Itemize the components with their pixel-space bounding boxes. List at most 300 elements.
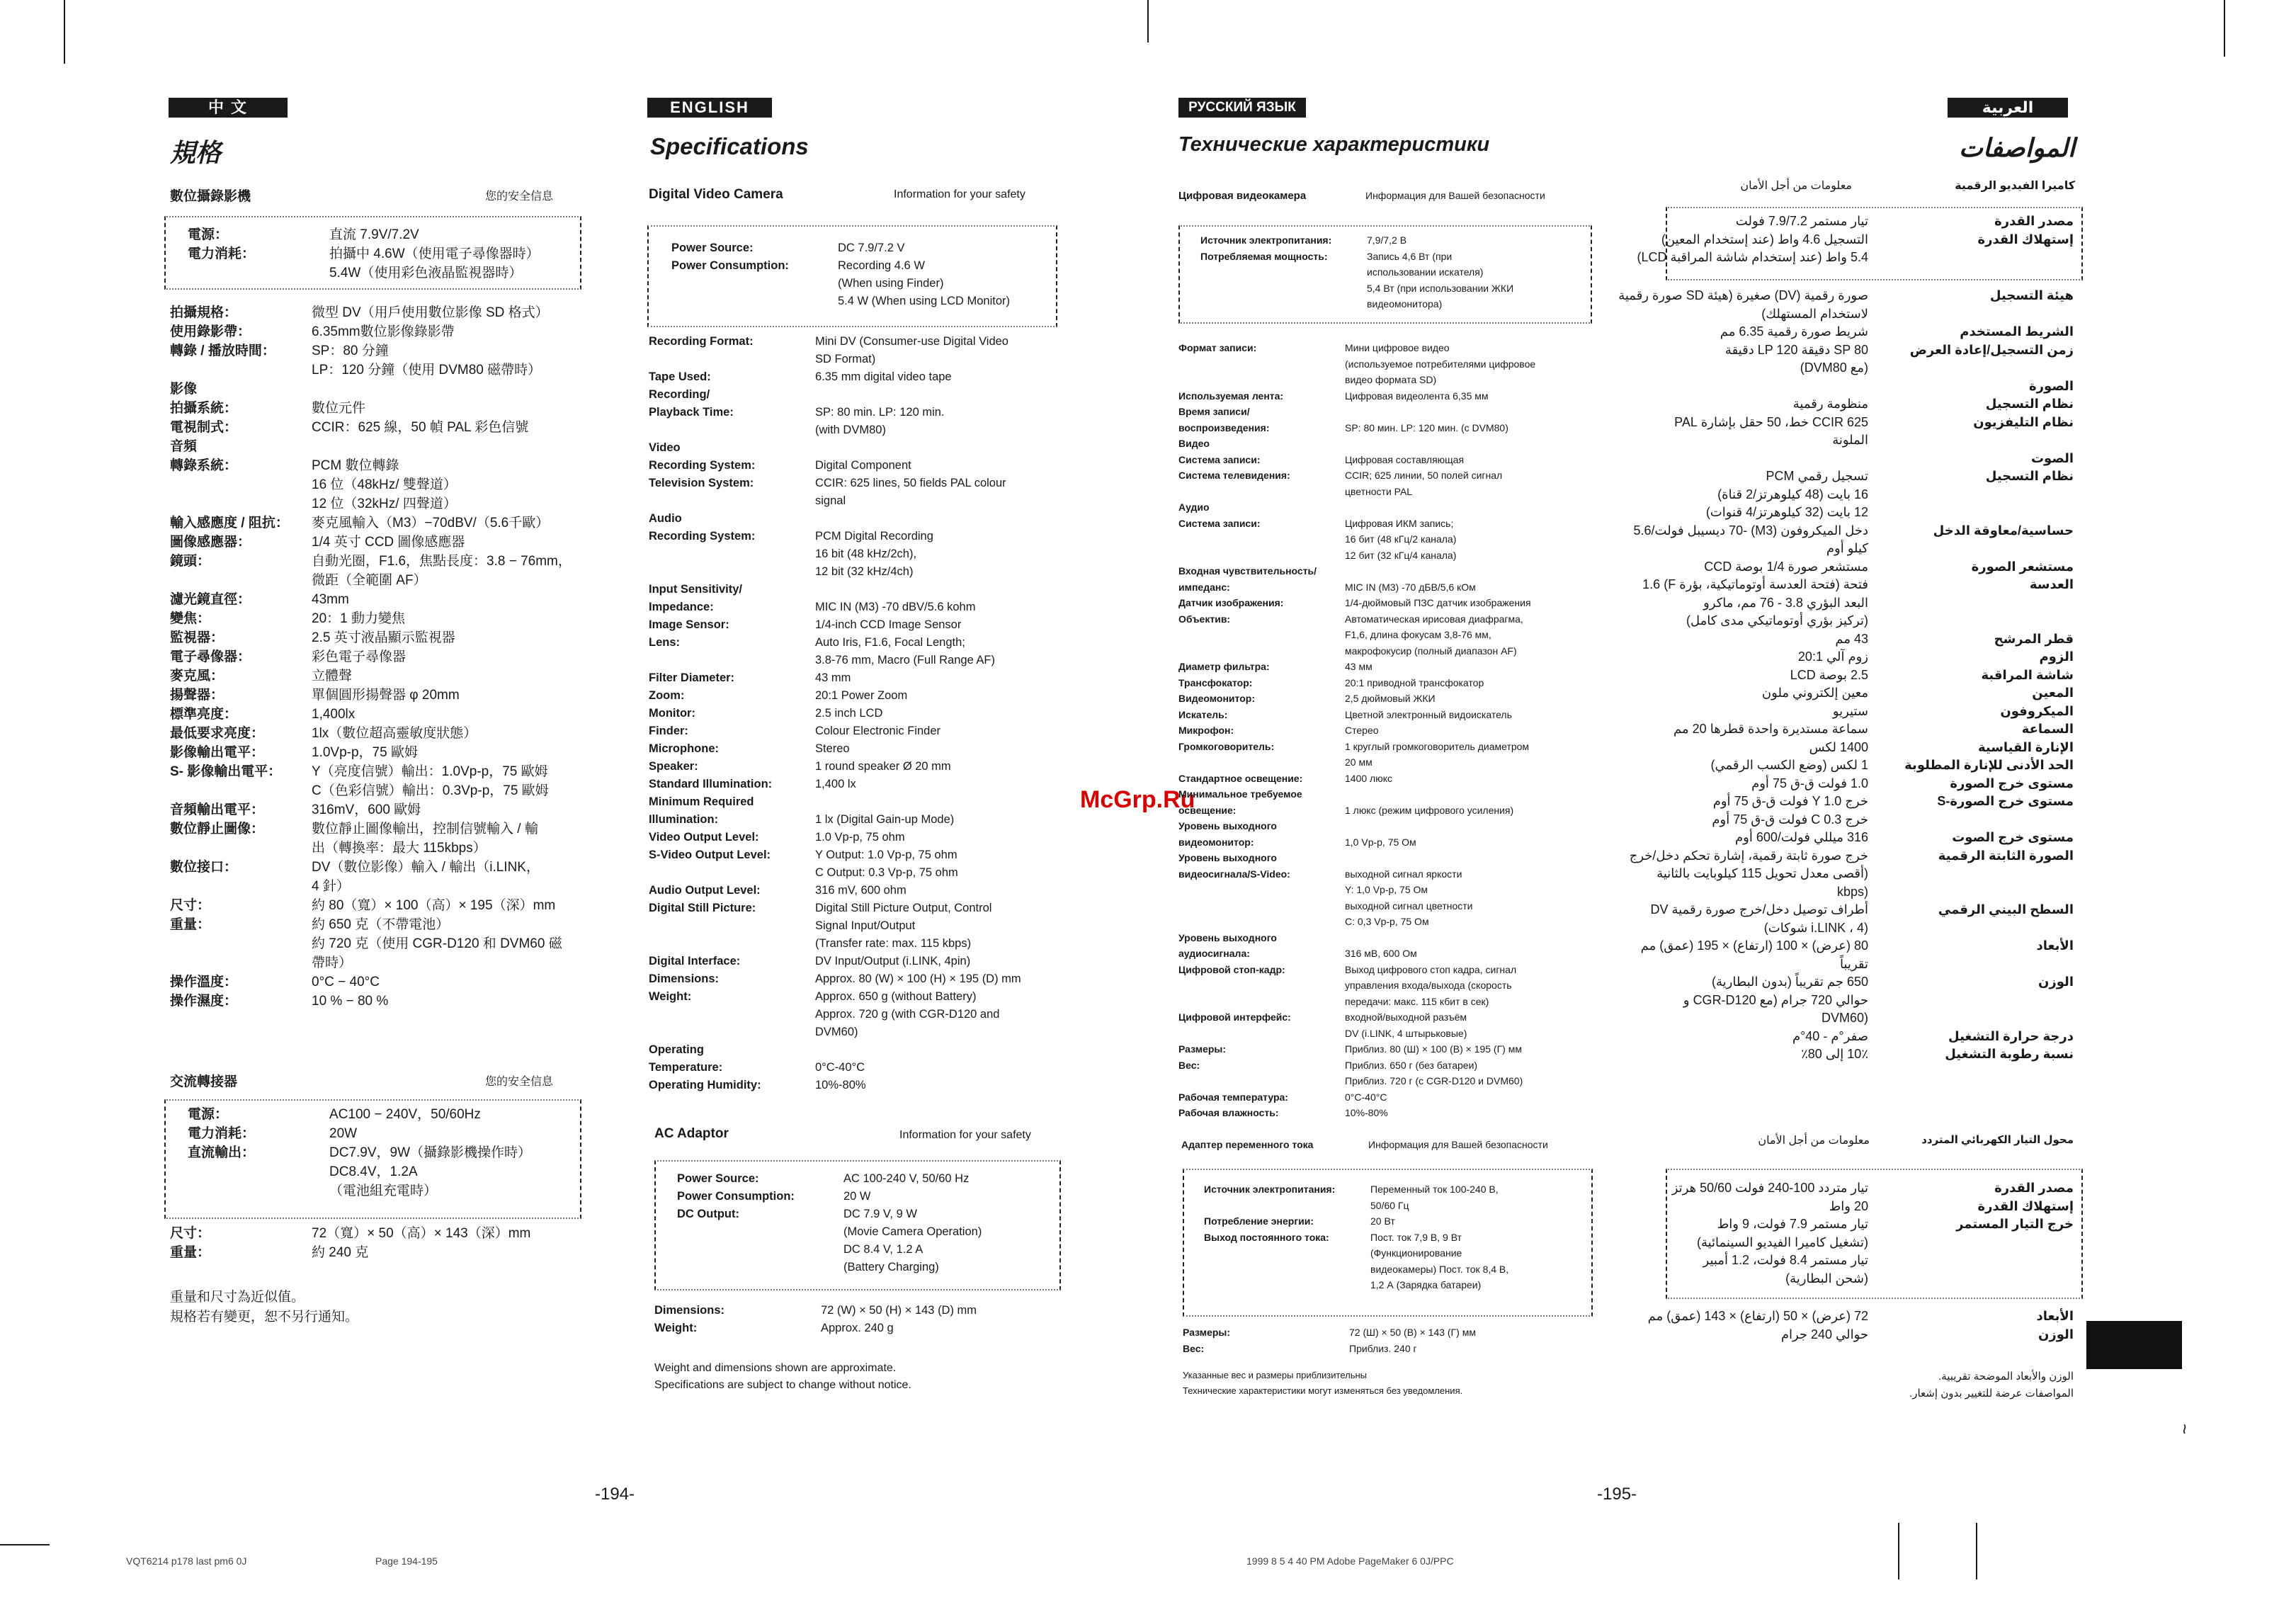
spec-label: 鏡頭： (170, 554, 211, 569)
crop-mark (1147, 0, 1149, 42)
spec-row (1618, 865, 2074, 883)
spec-row (170, 877, 572, 896)
spec-value: (Transfer rate: max. 115 kbps) (815, 937, 972, 950)
spec-value: (تشغيل كاميرا الفيديو السينمائية) (1696, 1235, 1868, 1249)
spec-value: 43mm (312, 592, 349, 607)
spec-row (1178, 499, 1535, 516)
note: المواصفات عرضة للتغيير بدون إشعار. (1909, 1388, 2074, 1400)
spec-row (671, 293, 1010, 310)
spec-label: Выход постоянного тока: (1204, 1231, 1329, 1243)
spec-row (1178, 595, 1535, 611)
spec-value: 3.8-76 mm, Macro (Full Range AF) (815, 654, 995, 666)
spec-value: Переменный ток 100-240 В, (1370, 1184, 1499, 1195)
spec-value: 約 720 克（使用 CGR-D120 和 DVM60 磁 (312, 936, 562, 951)
spec-row (188, 1181, 531, 1201)
spec-value: DC 8.4 V, 1.2 A (843, 1243, 923, 1256)
spec-label: مصدر القدرة (1994, 1181, 2074, 1195)
spec-value: AC100 − 240V，50/60Hz (329, 1107, 481, 1122)
spec-label: الصورة الثابتة الرقمية (1938, 848, 2074, 863)
spec-row (649, 705, 1021, 722)
spec-row (188, 1124, 531, 1143)
spec-list (654, 1302, 977, 1337)
spec-label (1178, 882, 1345, 898)
spec-value: لاستخدام المستهلك) (1761, 306, 1868, 321)
spec-label: الوزن (2038, 1327, 2074, 1341)
spec-value: 1/4 英寸 CCD 圖像感應器 (312, 535, 465, 550)
spec-value: входной/выходной разъём (1345, 1011, 1467, 1023)
spec-label: الزوم (2039, 649, 2074, 664)
spec-value: 自動光圈，F1.6，焦點長度：3.8 − 76mm， (312, 554, 572, 569)
spec-label: 變焦： (170, 611, 211, 626)
spec-label (1868, 612, 2074, 630)
spec-value: 1/4-inch CCD Image Sensor (815, 618, 962, 631)
spec-label (170, 571, 312, 590)
spec-label (1868, 1252, 2074, 1270)
spec-label: Цифровой интерфейс: (1178, 1011, 1291, 1023)
spec-row (677, 1205, 982, 1223)
spec-list (677, 1170, 982, 1276)
spec-value: 43 mm (815, 671, 851, 684)
spec-value: 單個圓形揚聲器 φ 20mm (312, 688, 460, 703)
spec-label: 影像 (170, 382, 198, 397)
spec-label: 電力消耗： (188, 1126, 256, 1141)
spec-row (1178, 946, 1535, 962)
spec-row (1178, 563, 1535, 579)
section-title: 交流轉接器 (170, 1074, 238, 1089)
spec-value: MIC IN (M3) -70 dBV/5.6 kohm (815, 601, 976, 613)
spec-row (1618, 395, 2074, 414)
spec-value: 16 бит (48 кГц/2 канала) (1345, 533, 1457, 545)
note: 規格若有變更，恕不另行通知。 (170, 1310, 359, 1324)
section-title: Цифровая видеокамера (1178, 190, 1307, 202)
spec-label: Используемая лента: (1178, 390, 1284, 402)
spec-value: 拍攝中 4.6W（使用電子尋像器時） (329, 246, 540, 261)
spec-label: Recording/ (649, 388, 710, 401)
spec-row (649, 970, 1021, 988)
spec-value: صفر°م - 40°م (1792, 1028, 1868, 1043)
spec-row (1183, 1341, 1476, 1357)
spec-label (1868, 486, 2074, 504)
spec-label: 最低要求亮度： (170, 726, 265, 741)
spec-label (1178, 898, 1345, 914)
spec-value: 316mV，600 歐姆 (312, 802, 421, 817)
spec-label (1204, 1198, 1370, 1214)
spec-row (1204, 1230, 1508, 1246)
spec-label: الإنارة القياسية (1977, 739, 2074, 754)
spec-row (1618, 648, 2074, 666)
spec-label (649, 351, 815, 368)
spec-value: LP：120 分鐘（使用 DVM80 磁帶時） (312, 363, 542, 378)
spec-label: S- 影像輸出電平： (170, 764, 282, 779)
spec-value: 約 80（寬）× 100（高）× 195（深）mm (312, 898, 556, 913)
spec-value: 650 جم تقريباً (بدون البطارية) (1711, 975, 1868, 989)
spec-label: Формат записи: (1178, 342, 1257, 353)
spec-label: Digital Still Picture: (649, 902, 756, 914)
spec-value: زوم آلي 20:1 (1797, 649, 1868, 664)
spec-label (170, 953, 312, 972)
spec-label: импеданс: (1178, 581, 1230, 593)
spec-row (188, 1162, 531, 1181)
spec-value: Recording 4.6 W (838, 259, 925, 272)
language-tag: 中 文 (169, 98, 288, 118)
spec-label (1200, 280, 1367, 297)
spec-row (649, 829, 1021, 846)
spec-row (1204, 1245, 1508, 1261)
spec-row (677, 1241, 982, 1259)
spec-row (170, 361, 572, 380)
spec-label: 拍攝系統： (170, 401, 238, 416)
spec-value: تيار مستمر 8.4 فولت، 1.2 أمبير (1703, 1253, 1868, 1267)
section-title: 數位攝錄影機 (170, 189, 251, 204)
spec-value: 0°C-40°C (1345, 1091, 1387, 1103)
spec-list (1204, 1181, 1508, 1293)
spec-label: 電視制式： (170, 420, 238, 435)
spec-label: Audio (649, 512, 682, 525)
spec-label (1178, 372, 1345, 388)
spec-label: 使用錄影帶： (170, 324, 251, 339)
spec-label (1868, 865, 2074, 883)
spec-list (1672, 1179, 2074, 1288)
spec-value: Цифровая составляющая (1345, 453, 1465, 465)
spec-value: Y: 1,0 Vp-p, 75 Ом (1345, 884, 1428, 895)
spec-value: Approx. 720 g (with CGR-D120 and (815, 1008, 1000, 1021)
section-title: محول التيار الكهربائي المتردد (1921, 1134, 2074, 1146)
page-title: 規格 (170, 138, 222, 167)
spec-value: 80 (عرض) × 100 (ارتفاع) × 195 (عمق) مم (1640, 938, 1868, 953)
spec-label: 電力消耗： (188, 246, 256, 261)
spec-value: Digital Component (815, 459, 911, 472)
spec-row (170, 724, 572, 743)
spec-label (671, 275, 838, 293)
spec-row (1648, 1307, 2074, 1326)
spec-label (677, 1259, 843, 1276)
spec-row (1200, 264, 1513, 280)
spec-label: المعين (2032, 686, 2074, 700)
spec-value: Цифровая видеолента 6,35 мм (1345, 390, 1489, 402)
spec-label: نظام التليفزيون (1973, 414, 2074, 429)
spec-label: 圖像感應器： (170, 535, 251, 550)
spec-row (649, 669, 1021, 687)
spec-row (1618, 630, 2074, 649)
spec-row (1618, 793, 2074, 811)
spec-label (1178, 643, 1345, 659)
spec-row (649, 988, 1021, 1006)
spec-value: تيار مستمر 7.9/7.2 فولت (1735, 214, 1868, 228)
spec-value: 5.4 واط (عند إستخدام شاشة المراقبة LCD) (1637, 250, 1868, 264)
spec-value: CCIR; 625 линии, 50 полей сигнал (1345, 470, 1503, 481)
spec-row (649, 1059, 1021, 1077)
spec-row (671, 257, 1010, 275)
spec-label (649, 1023, 815, 1041)
spec-value: (Movie Camera Operation) (843, 1225, 982, 1238)
spec-label: Уровень выходного (1178, 931, 1277, 943)
spec-value: Мини цифровое видео (1345, 342, 1450, 353)
spec-row (1618, 901, 2074, 919)
spec-value: 43 مم (1835, 631, 1868, 646)
spec-row (1178, 930, 1535, 946)
spec-label: درجة حرارة التشغيل (1948, 1028, 2074, 1043)
spec-label: Weight: (649, 990, 692, 1003)
spec-value: （電池組充電時） (329, 1184, 438, 1198)
spec-value: 微型 DV（用戶使用數位影像 SD 格式） (312, 305, 549, 320)
spec-value: (When using Finder) (838, 277, 944, 290)
spec-row (1618, 775, 2074, 793)
spec-label: Television System: (649, 477, 754, 489)
spec-label: Monitor: (649, 707, 695, 720)
spec-label: 轉錄 / 播放時間： (170, 344, 275, 358)
spec-label: Minimum Required (649, 795, 754, 808)
spec-label: Видео (1178, 438, 1210, 449)
spec-row (654, 1320, 977, 1337)
spec-label: 操作溫度： (170, 975, 238, 989)
spec-label: 影像輸出電平： (170, 745, 265, 760)
spec-list (1618, 287, 2074, 1064)
spec-value: DV (i.LINK, 4 штырьковые) (1345, 1027, 1467, 1039)
spec-value: управления входа/выхода (скорость (1345, 980, 1512, 991)
spec-label: 尺寸： (170, 1226, 211, 1241)
spec-label: الصوت (2030, 450, 2074, 465)
spec-value: التسجيل 4.6 واط (عند إستخدام المعين) (1661, 232, 1868, 246)
spec-row (649, 722, 1021, 740)
spec-value: 0°C-40°C (815, 1061, 865, 1074)
spec-row (649, 864, 1021, 882)
spec-row (1618, 955, 2074, 974)
spec-label: الوزن (2038, 975, 2074, 989)
spec-value: 1,400 lx (815, 778, 856, 790)
spec-label: Standard Illumination: (649, 778, 773, 790)
spec-value: خرج Y 1.0 فولت ق-ق 75 أوم (1712, 794, 1868, 808)
crop-mark (1898, 1523, 1899, 1579)
spec-row (671, 239, 1010, 257)
spec-label: 監視器： (170, 630, 225, 645)
spec-label: Громкоговоритель: (1178, 740, 1275, 752)
spec-label: Система телевидения: (1178, 470, 1290, 481)
spec-row (1178, 962, 1535, 978)
spec-label: 轉錄系統： (170, 458, 238, 473)
spec-label: Power Source: (671, 242, 754, 254)
spec-row (1618, 937, 2074, 955)
spec-row (671, 275, 1010, 293)
spec-row (170, 1243, 530, 1262)
language-tag: РУССКИЙ ЯЗЫК (1178, 98, 1306, 118)
spec-label: 電子尋像器： (170, 649, 251, 664)
spec-label: الميكروفون (2000, 703, 2074, 718)
spec-value: Приблиз. 240 г (1349, 1342, 1417, 1354)
spec-label: الصورة (2029, 378, 2074, 393)
spec-label (1204, 1277, 1370, 1293)
spec-value: PCM 數位轉錄 (312, 458, 399, 473)
spec-value: 316 mV, 600 ohm (815, 884, 907, 897)
spec-row (649, 776, 1021, 793)
spec-label (649, 1006, 815, 1023)
spec-value: 麥克風輸入（M3）−70dBV/（5.6千歐） (312, 516, 550, 531)
spec-row (654, 1302, 977, 1320)
spec-row (1178, 643, 1535, 659)
spec-value: (используемое потребителями цифровое (1345, 358, 1536, 370)
spec-row (188, 225, 540, 244)
spec-value: خرج C 0.3 فولت ق-ق 75 أوم (1712, 812, 1868, 827)
spec-label: 音頻 (170, 439, 198, 454)
spec-row (170, 590, 572, 609)
spec-value: 20：1 動力變焦 (312, 611, 405, 626)
spec-row (1178, 356, 1535, 373)
spec-label: زمن التسجيل/إعادة العرض (1909, 342, 2074, 357)
spec-value: 20 мм (1345, 756, 1373, 768)
spec-row (1178, 1041, 1535, 1057)
spec-label: Digital Interface: (649, 955, 741, 968)
spec-row (170, 992, 572, 1011)
spec-value: 10%-80% (1345, 1107, 1388, 1118)
spec-value: MIC IN (M3) -70 дБВ/5,6 кОм (1345, 581, 1476, 593)
spec-value: (أقصى معدل تحويل 115 كيلوبايت بالثانية (1656, 866, 1868, 880)
spec-value: حوالي 240 جرام (1780, 1327, 1868, 1341)
spec-row (1618, 305, 2074, 324)
spec-label (677, 1241, 843, 1259)
spec-value: (i.LINK ، 4 شوكات) (1763, 920, 1868, 935)
spec-row (170, 686, 572, 705)
spec-value: Signal Input/Output (815, 919, 916, 932)
spec-label: Recording Format: (649, 335, 754, 348)
spec-label (1868, 540, 2074, 558)
spec-label: السطح البيني الرقمي (1938, 902, 2074, 917)
spec-value: 16 位（48kHz/ 雙聲道） (312, 477, 457, 492)
spec-label (649, 563, 815, 581)
spec-row (1178, 898, 1535, 914)
spec-value: 5.4 W (When using LCD Monitor) (838, 295, 1010, 307)
spec-value: دخل الميكروفون (M3) -70 ديسيبل فولت/5.6 (1633, 523, 1868, 538)
note: Указанные вес и размеры приблизительны (1183, 1370, 1368, 1380)
spec-label (1178, 356, 1345, 373)
spec-label: خرج التيار المستمر (1956, 1217, 2074, 1231)
safety-label: 您的安全信息 (485, 191, 554, 203)
spec-value: 約 650 克（不帶電池） (312, 917, 450, 932)
spec-row (1178, 627, 1535, 643)
spec-row (1618, 467, 2074, 486)
spec-row (649, 492, 1021, 510)
spec-label (170, 877, 312, 896)
safety-label: معلومات من أجل الأمان (1758, 1135, 1870, 1147)
spec-label: Power Consumption: (677, 1190, 795, 1203)
spec-row (170, 380, 572, 399)
spec-row (1178, 882, 1535, 898)
spec-row (1204, 1213, 1508, 1230)
spec-row (1178, 722, 1535, 739)
section-title: كاميرا الفيديو الرقمية (1955, 180, 2075, 192)
spec-value: Приблиз. 650 г (без батареи) (1345, 1059, 1478, 1071)
spec-label: إستهلاك القدرة (1977, 1198, 2074, 1213)
spec-label (1178, 1026, 1345, 1042)
spec-row (1178, 388, 1535, 404)
spec-row (1672, 1215, 2074, 1234)
spec-label: Weight: (654, 1322, 698, 1334)
spec-row (1618, 522, 2074, 540)
spec-label: 麥克風： (170, 669, 225, 683)
spec-label: видеомонитор: (1178, 836, 1254, 848)
spec-value: SD Format) (815, 353, 876, 365)
safety-label: 您的安全信息 (485, 1076, 554, 1088)
spec-value: Приблиз. 80 (Ш) × 100 (В) × 195 (Г) мм (1345, 1043, 1522, 1055)
spec-row (170, 609, 572, 628)
spec-row (649, 1023, 1021, 1041)
spec-row (1618, 359, 2074, 378)
safety-label: معلومات من أجل الأمان (1740, 180, 1852, 192)
spec-value: CCIR：625 線，50 幀 PAL 彩色信號 (312, 420, 529, 435)
spec-value: 數位靜止圖像輸出，控制信號輸入 / 輸 (312, 822, 538, 836)
spec-label: مستوى خرج الصورة (1950, 776, 2074, 790)
spec-row (649, 404, 1021, 421)
spec-label: Audio Output Level: (649, 884, 761, 897)
spec-label: نسبة رطوبة التشغيل (1945, 1047, 2074, 1061)
safety-label: Информация для Вашей безопасности (1365, 190, 1545, 201)
spec-value: 20:1 Power Zoom (815, 689, 908, 702)
spec-row (649, 953, 1021, 970)
spec-value: ستيريو (1832, 703, 1868, 718)
page-edge-tab (2086, 1321, 2182, 1369)
spec-value: Цифровая ИКМ запись; (1345, 517, 1454, 529)
spec-row (170, 743, 572, 762)
spec-row (1618, 540, 2074, 558)
spec-row (1618, 287, 2074, 305)
spec-value: 1lx（數位超高靈敏度狀態） (312, 726, 477, 741)
spec-label (1868, 919, 2074, 938)
safety-label: Information for your safety (899, 1129, 1031, 1141)
spec-value: 72 (Ш) × 50 (В) × 143 (Г) мм (1349, 1327, 1476, 1338)
spec-label: Operating Humidity: (649, 1079, 761, 1091)
spec-value: DC7.9V，9W（攝錄影機操作時） (329, 1145, 532, 1160)
spec-value: Приблиз. 720 г (с CGR-D120 и DVM60) (1345, 1075, 1523, 1086)
spec-label: Размеры: (1178, 1043, 1227, 1055)
spec-row (649, 846, 1021, 864)
spec-row (1618, 414, 2074, 432)
spec-value: SP 80 دقيقة LP 120 دقيقة (1724, 342, 1868, 357)
spec-value: منظومة رقمية (1792, 397, 1868, 411)
spec-value: 7,9/7,2 В (1367, 234, 1407, 246)
spec-value: PCM Digital Recording (815, 530, 933, 543)
spec-row (649, 917, 1021, 935)
spec-row (1618, 811, 2074, 829)
spec-value: 20 W (843, 1190, 871, 1203)
spec-row (649, 687, 1021, 705)
spec-value: видеомонитора) (1367, 298, 1443, 310)
spec-value: Stereo (815, 742, 850, 755)
spec-row (170, 819, 572, 839)
section-title: Digital Video Camera (649, 187, 783, 202)
spec-list (170, 1224, 530, 1262)
spec-label: Вес: (1178, 1059, 1200, 1071)
crop-mark (1976, 1523, 1977, 1579)
spec-row (170, 800, 572, 819)
spec-value: 微距（全範圍 AF） (312, 573, 427, 588)
spec-row (1183, 1324, 1476, 1341)
spec-value: 72 (عرض) × 50 (ارتفاع) × 143 (عمق) مم (1647, 1309, 1868, 1323)
spec-value: 12 位（32kHz/ 四聲道） (312, 497, 457, 511)
spec-value: 16 bit (48 kHz/2ch), (815, 547, 917, 560)
spec-label (1868, 1270, 2074, 1288)
spec-row (649, 793, 1021, 811)
spec-row (1178, 914, 1535, 930)
spec-label (170, 934, 312, 953)
spec-value: 數位元件 (312, 401, 366, 416)
spec-label: Стандартное освещение: (1178, 772, 1303, 784)
note: 重量和尺寸為近似值。 (170, 1290, 305, 1305)
spec-value: 16 بايت (48 كيلوهرتز/2 قناة) (1717, 487, 1868, 501)
spec-row (170, 705, 572, 724)
spec-label: Искатель: (1178, 708, 1228, 720)
spec-row (170, 839, 572, 858)
spec-row (649, 935, 1021, 953)
spec-row (1178, 420, 1535, 436)
spec-row (1618, 378, 2074, 396)
